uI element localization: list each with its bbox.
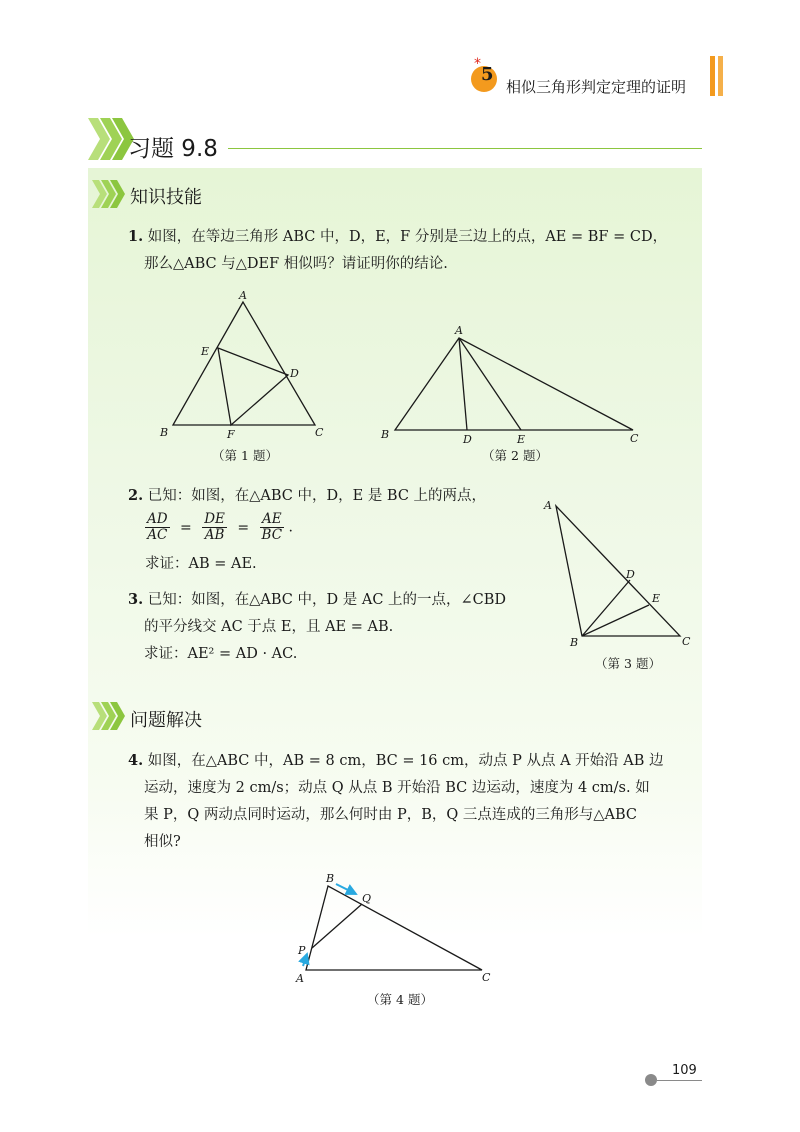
figure-1-caption: （第 1 题）	[212, 448, 278, 463]
fig2-label-C: C	[630, 432, 639, 445]
header-bar-orange	[710, 56, 715, 96]
fig3-label-D: D	[626, 568, 635, 581]
fig4-label-A: A	[296, 972, 304, 985]
problem-2-number: 2.	[128, 487, 144, 504]
exercise-title: 习题 9.8	[128, 136, 218, 162]
fraction-ae-bc: $\frac{AE}{BC}$	[261, 511, 283, 543]
figure-2	[375, 322, 655, 447]
fig4-label-C: C	[482, 971, 491, 984]
figure-2-caption: （第 2 题）	[482, 448, 548, 463]
page-number-dot	[645, 1074, 657, 1086]
skills-chevron-icon	[92, 180, 128, 208]
fig3-label-A: A	[544, 499, 552, 512]
fig1-label-C: C	[315, 426, 324, 438]
section-title: 相似三角形判定定理的证明	[506, 78, 687, 96]
problem-1-line2: 那么△ABC 与△DEF 相似吗？请证明你的结论.	[144, 256, 448, 272]
fig2-label-D: D	[463, 433, 472, 446]
problem-4-line1: 如图，在△ABC 中，AB = 8 cm，BC = 16 cm，动点 P 从点 A 开始沿 AB 边	[147, 753, 664, 769]
problem-4-line2: 运动，速度为 2 cm/s；动点 Q 从点 B 开始沿 BC 边运动，速度为 4 cm/s. 如	[144, 780, 650, 796]
title-rule	[228, 148, 702, 149]
figure-3-caption: （第 3 题）	[595, 656, 661, 671]
fig1-label-E: E	[201, 345, 210, 358]
section-marker: *	[474, 56, 481, 72]
section-number: 5	[481, 64, 494, 85]
page-number: 109	[672, 1063, 697, 1078]
fig1-label-F: F	[227, 428, 235, 438]
figure-1	[155, 288, 335, 438]
figure-4	[290, 868, 500, 988]
problem-1-number: 1.	[128, 228, 144, 245]
problem-3-line1: 已知：如图，在△ABC 中，D 是 AC 上的一点，∠CBD	[147, 592, 507, 608]
problem-2-fractions: $\frac{AD}{AC}$ = $\frac{DE}{AB}$ = $\frac{AE}{BC}$ .	[147, 511, 293, 543]
problem-solving-heading: 问题解决	[130, 710, 202, 731]
figure-4-caption: （第 4 题）	[367, 992, 433, 1007]
fraction-de-ab: $\frac{DE}{AB}$	[204, 511, 225, 543]
problem-1	[128, 223, 688, 278]
problem-3	[128, 586, 528, 668]
problem-3-line2: 的平分线交 AC 于点 E，且 AE = AB.	[144, 619, 394, 635]
problem-4-line4: 相似?	[144, 834, 181, 850]
problem-2-line1: 已知：如图，在△ABC 中，D，E 是 BC 上的两点，	[147, 488, 487, 504]
fig2-label-A: A	[455, 324, 463, 337]
problem-3-prove: 求证：AE² = AD · AC.	[144, 646, 298, 662]
fig4-label-P: P	[298, 944, 306, 957]
problem-4	[128, 747, 698, 856]
fraction-ad-ac: $\frac{AD}{AC}$	[147, 511, 168, 543]
skills-heading: 知识技能	[130, 187, 202, 208]
fig4-label-B: B	[326, 872, 335, 885]
fig2-label-B: B	[381, 428, 390, 441]
fig3-label-C: C	[682, 635, 691, 648]
page-number-rule	[657, 1080, 702, 1081]
fig1-label-B: B	[160, 426, 169, 438]
fig2-label-E: E	[517, 433, 526, 446]
fig4-label-Q: Q	[362, 892, 372, 905]
fig3-label-E: E	[652, 592, 661, 605]
problem-2-prove: 求证：AB = AE.	[145, 556, 257, 572]
fig1-label-D: D	[290, 367, 299, 380]
problem-4-number: 4.	[128, 752, 144, 769]
fig3-label-B: B	[570, 636, 579, 649]
header-bar-orange-2	[718, 56, 723, 96]
figure-3	[540, 494, 700, 654]
problem-2	[128, 482, 528, 510]
problem-solving-chevron-icon	[92, 702, 128, 730]
problem-3-number: 3.	[128, 591, 144, 608]
problem-1-line1: 如图，在等边三角形 ABC 中，D，E，F 分别是三边上的点，AE = BF = CD，	[147, 229, 668, 245]
problem-4-line3: 果 P，Q 两动点同时运动，那么何时由 P，B，Q 三点连成的三角形与△ABC	[144, 807, 638, 823]
fig1-label-A: A	[239, 289, 247, 302]
